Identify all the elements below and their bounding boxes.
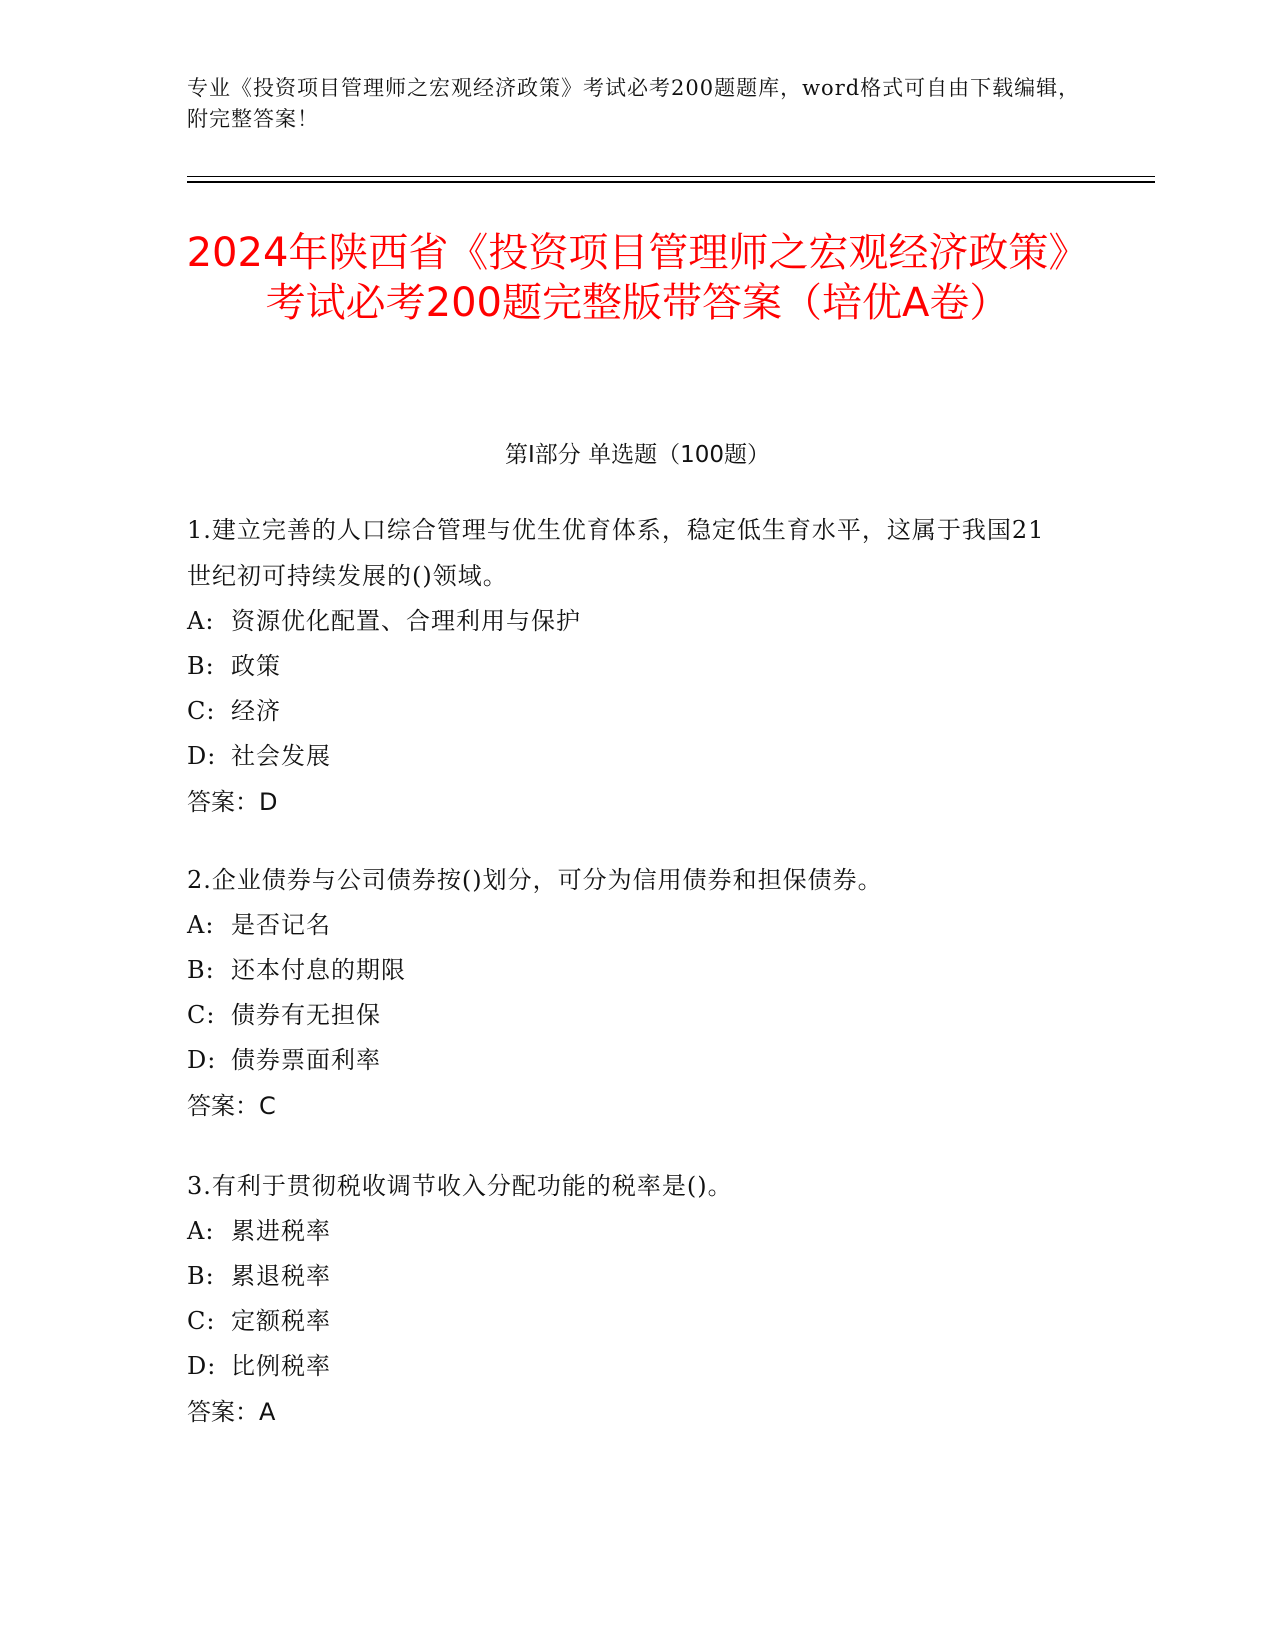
option-letter: C: [187,697,216,725]
question-stem: 2.企业债券与公司债券按()划分，可分为信用债券和担保债券。 [187,866,883,894]
option-letter: D: [187,1046,217,1074]
header-note: 专业《投资项目管理师之宏观经济政策》考试必考200题题库，word格式可自由下载编辑，附完整答案！ [187,76,1081,131]
option-text: 经济 [231,697,281,725]
option-a [187,903,1067,948]
option-letter: B: [187,652,215,680]
option-a [187,1209,1067,1254]
option-text: 资源优化配置、合理利用与保护 [231,607,581,635]
question-stem: 1.建立完善的人口综合管理与优生优育体系，稳定低生育水平，这属于我国21世纪初可持续发展的()领域。 [187,516,1045,590]
option-letter: C: [187,1001,216,1029]
option-text: 还本付息的期限 [231,956,406,984]
answer-line: 答案：A [187,1398,276,1426]
option-letter: A: [187,911,215,939]
option-a [187,599,1067,644]
option-text: 是否记名 [231,911,331,939]
header-divider-thick [187,181,1155,183]
document-title: 2024年陕西省《投资项目管理师之宏观经济政策》考试必考200题完整版带答案（培优A卷） [186,230,1089,326]
option-letter: A: [187,1217,215,1245]
option-b [187,948,1067,993]
option-letter: D: [187,1352,217,1380]
question-3 [187,1163,1067,1435]
option-letter: B: [187,956,215,984]
option-b [187,1254,1067,1299]
option-text: 债券票面利率 [231,1046,381,1074]
option-text: 政策 [231,652,281,680]
option-c [187,993,1067,1038]
section-title: 第I部分 单选题（100题） [505,442,770,468]
option-c [187,689,1067,734]
option-d [187,1344,1067,1389]
option-letter: A: [187,607,215,635]
option-letter: D: [187,742,217,770]
answer-line: 答案：C [187,1092,276,1120]
option-text: 比例税率 [231,1352,331,1380]
header-divider-thin [187,176,1155,177]
option-c [187,1299,1067,1344]
option-text: 累进税率 [231,1217,331,1245]
question-stem: 3.有利于贯彻税收调节收入分配功能的税率是()。 [187,1172,733,1200]
option-text: 累退税率 [231,1262,331,1290]
answer-line: 答案：D [187,788,278,816]
option-d [187,1038,1067,1083]
option-text: 债券有无担保 [231,1001,381,1029]
option-letter: B: [187,1262,215,1290]
option-b [187,644,1067,689]
question-1 [187,507,1067,825]
option-text: 社会发展 [231,742,331,770]
question-2 [187,857,1067,1129]
option-letter: C: [187,1307,216,1335]
option-text: 定额税率 [231,1307,331,1335]
option-d [187,734,1067,779]
